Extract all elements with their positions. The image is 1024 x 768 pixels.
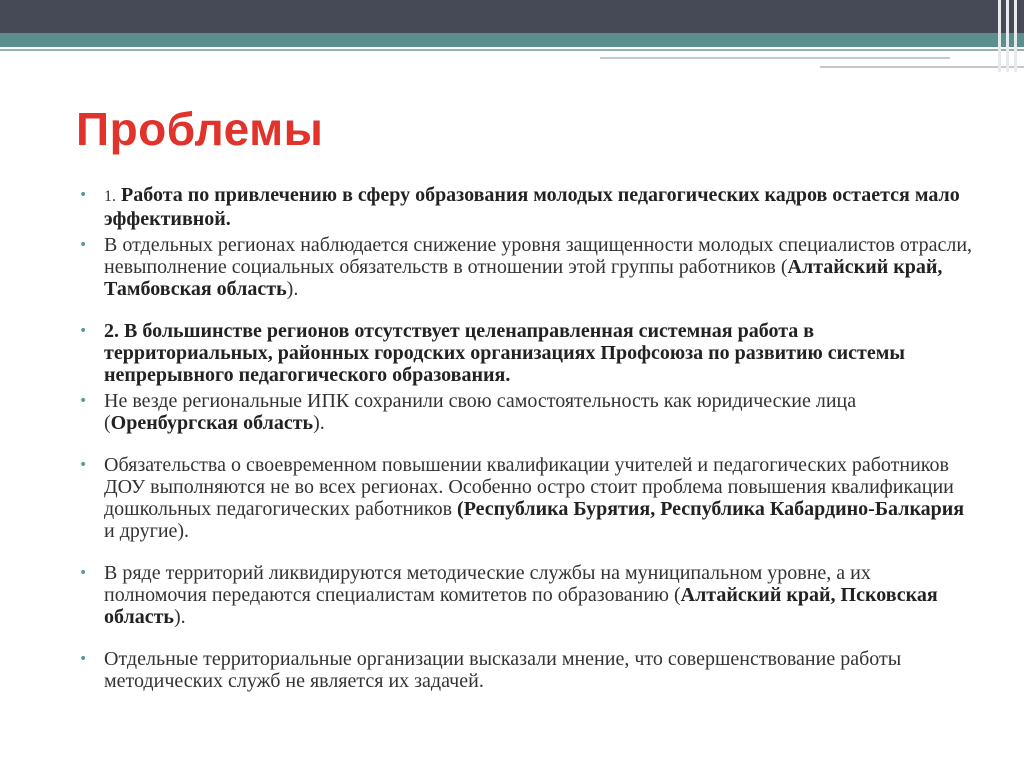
- bullet-dot-icon: •: [79, 457, 88, 473]
- bullet-bold-text: 2. В большинстве регионов отсутствует целенаправленная системная работа в территориальных, районных городских организациях Профсоюза по развитию системы непрерывного педагогического образования.: [104, 320, 905, 386]
- bullet-list: [76, 184, 976, 692]
- bullet-item: [76, 320, 976, 386]
- header-band-teal: [0, 33, 1024, 47]
- bullet-item: [76, 390, 976, 434]
- bullet-bold-text: Алтайский край, Тамбовская область: [104, 256, 943, 300]
- bullet-bold-text: Оренбургская область: [110, 412, 314, 434]
- bullet-bold-text: Алтайский край, Псковская область: [104, 584, 938, 628]
- bullet-text: Обязательства о своевременном повышении квалификации учителей и педагогических работников ДОУ выполняются не во всех регионах. Особенно остро стоит проблема повышения квалификации дошкольных педагогических работников: [104, 454, 954, 520]
- header-band-dark: [0, 0, 1024, 33]
- slide-title: Проблемы: [76, 103, 324, 155]
- bullet-dot-icon: •: [79, 565, 88, 581]
- bullet-dot-icon: •: [79, 651, 88, 667]
- bullet-text: Не везде региональные ИПК сохранили свою самостоятельность как юридические лица (: [104, 390, 857, 434]
- bullet-bold-text: (Республика Бурятия, Республика Кабардино-Балкария: [457, 498, 965, 520]
- bullet-text: Отдельные территориальные организации высказали мнение, что совершенствование работы методических служб не является их задачей.: [104, 648, 902, 692]
- bullet-text: ).: [286, 278, 299, 300]
- bullet-item: [76, 648, 976, 692]
- bullet-item: [76, 562, 976, 628]
- bullet-dot-icon: •: [79, 187, 88, 203]
- bullet-dot-icon: •: [79, 237, 88, 253]
- bullet-item: [76, 184, 976, 230]
- bullet-item: [76, 454, 976, 542]
- decorative-stripes: [994, 0, 1024, 72]
- bullet-text: В ряде территорий ликвидируются методические службы на муниципальном уровне, а их полномочия передаются специалистам комитетов по образованию (: [104, 562, 871, 606]
- bullet-text: В отдельных регионах наблюдается снижение уровня защищенности молодых специалистов отрасли, невыполнение социальных обязательств в отношении этой группы работников (: [104, 234, 973, 278]
- bullet-item: [76, 234, 976, 300]
- bullet-text: ).: [313, 412, 325, 434]
- bullet-dot-icon: •: [79, 393, 88, 409]
- decorative-line: [600, 57, 950, 59]
- bullet-bold-text: Работа по привлечению в сферу образования молодых педагогических кадров остается мало эффективной.: [104, 184, 960, 230]
- item-number: 1.: [104, 188, 116, 205]
- header-divider: [0, 49, 1024, 51]
- bullet-text: и другие).: [104, 520, 190, 542]
- bullet-dot-icon: •: [79, 323, 88, 339]
- bullet-text: ).: [174, 606, 186, 628]
